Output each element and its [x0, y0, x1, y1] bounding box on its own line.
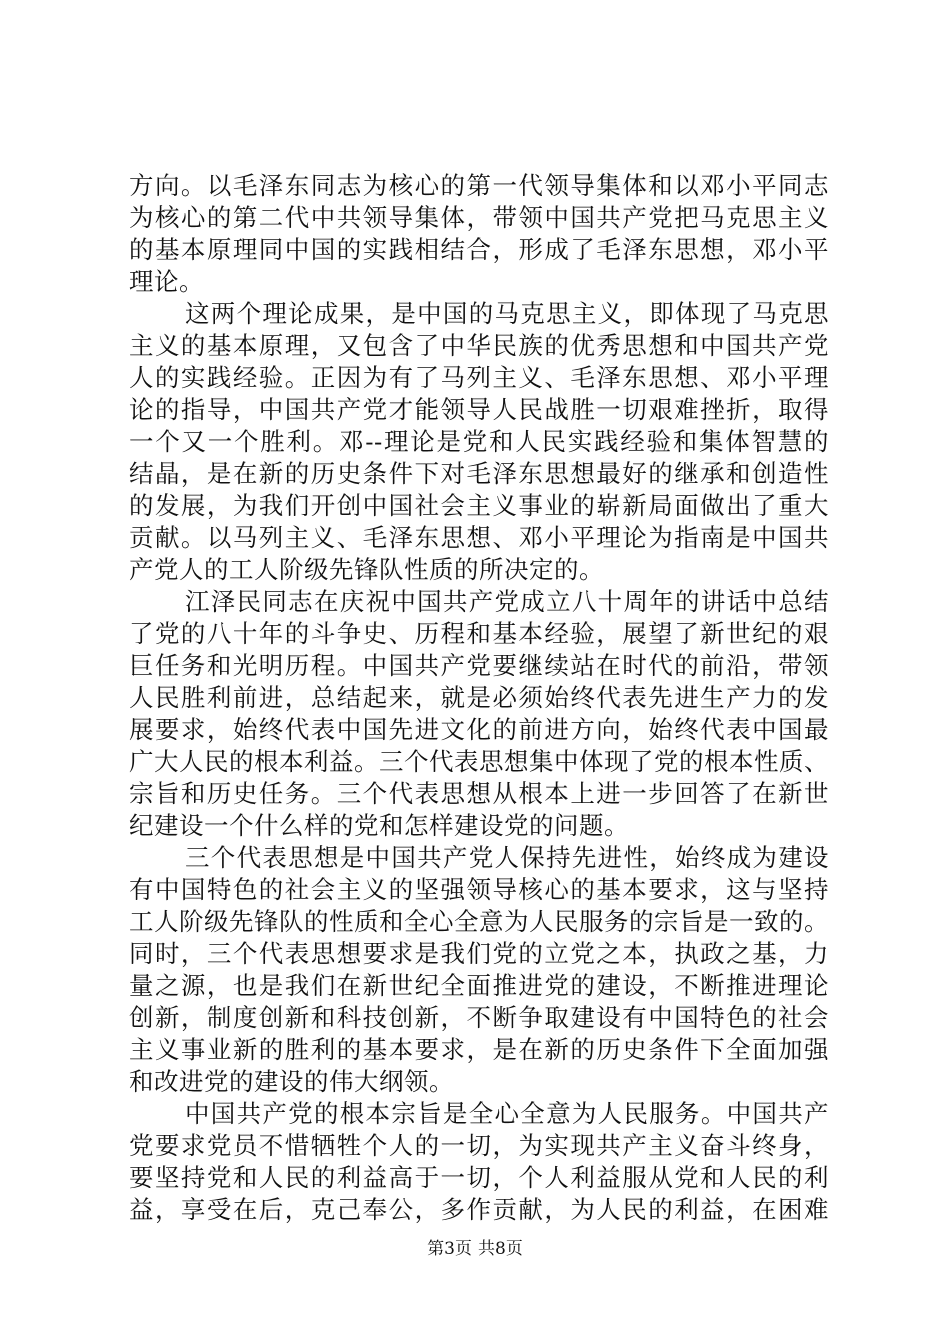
body-text — [129, 170, 829, 1226]
paragraph-first-line: 中国共产党的根本宗旨是全心全意为人民服务。中国共产 — [185, 1099, 829, 1128]
text-line: 宗旨和历史任务。三个代表思想从根本上进一步回答了在新世 — [129, 779, 829, 808]
text-line: 结晶，是在新的历史条件下对毛泽东思想最好的继承和创造性 — [129, 459, 829, 488]
text-line: 有中国特色的社会主义的坚强领导核心的基本要求，这与坚持 — [129, 875, 829, 904]
text-line: 人的实践经验。正因为有了马列主义、毛泽东思想、邓小平理 — [129, 363, 829, 392]
text-line: 论的指导，中国共产党才能领导人民战胜一切艰难挫折，取得 — [129, 395, 829, 424]
text-line: 的发展，为我们开创中国社会主义事业的崭新局面做出了重大 — [129, 491, 829, 520]
text-line: 创新，制度创新和科技创新，不断争取建设有中国特色的社会 — [129, 1003, 829, 1032]
text-line: 展要求，始终代表中国先进文化的前进方向，始终代表中国最 — [129, 715, 829, 744]
text-line: 益，享受在后，克己奉公，多作贡献，为人民的利益，在困难 — [129, 1195, 829, 1224]
text-line: 主义的基本原理，又包含了中华民族的优秀思想和中国共产党 — [129, 331, 829, 360]
text-line: 和改进党的建设的伟大纲领。 — [129, 1067, 454, 1096]
text-line: 了党的八十年的斗争史、历程和基本经验，展望了新世纪的艰 — [129, 619, 829, 648]
text-line: 要坚持党和人民的利益高于一切，个人利益服从党和人民的利 — [129, 1163, 829, 1192]
text-line: 广大人民的根本利益。三个代表思想集中体现了党的根本性质、 — [129, 747, 829, 776]
text-line: 同时，三个代表思想要求是我们党的立党之本，执政之基，力 — [129, 939, 829, 968]
text-line: 贡献。以马列主义、毛泽东思想、邓小平理论为指南是中国共 — [129, 523, 829, 552]
text-line: 为核心的第二代中共领导集体，带领中国共产党把马克思主义 — [129, 203, 829, 232]
text-line: 量之源，也是我们在新世纪全面推进党的建设，不断推进理论 — [129, 971, 829, 1000]
page-footer — [0, 1238, 950, 1260]
text-line: 方向。以毛泽东同志为核心的第一代领导集体和以邓小平同志 — [129, 171, 829, 200]
text-line: 主义事业新的胜利的基本要求，是在新的历史条件下全面加强 — [129, 1035, 829, 1064]
text-line: 产党人的工人阶级先锋队性质的所决定的。 — [129, 555, 604, 584]
text-line: 人民胜利前进，总结起来，就是必须始终代表先进生产力的发 — [129, 683, 829, 712]
text-line: 一个又一个胜利。邓--理论是党和人民实践经验和集体智慧的 — [129, 427, 829, 456]
text-line: 理论。 — [129, 267, 204, 296]
page-number: 第3页 — [427, 1239, 472, 1259]
text-line: 工人阶级先锋队的性质和全心全意为人民服务的宗旨是一致的。 — [129, 907, 829, 936]
text-line: 党要求党员不惜牺牲个人的一切，为实现共产主义奋斗终身， — [129, 1131, 829, 1160]
page-total: 共8页 — [478, 1239, 523, 1259]
text-line: 巨任务和光明历程。中国共产党要继续站在时代的前沿，带领 — [129, 651, 829, 680]
paragraph-first-line: 江泽民同志在庆祝中国共产党成立八十周年的讲话中总结 — [185, 587, 829, 616]
paragraph-first-line: 三个代表思想是中国共产党人保持先进性，始终成为建设 — [185, 843, 829, 872]
paragraph-first-line: 这两个理论成果，是中国的马克思主义，即体现了马克思 — [185, 299, 829, 328]
text-line: 的基本原理同中国的实践相结合，形成了毛泽东思想，邓小平 — [129, 235, 829, 264]
text-line: 纪建设一个什么样的党和怎样建设党的问题。 — [129, 811, 629, 840]
